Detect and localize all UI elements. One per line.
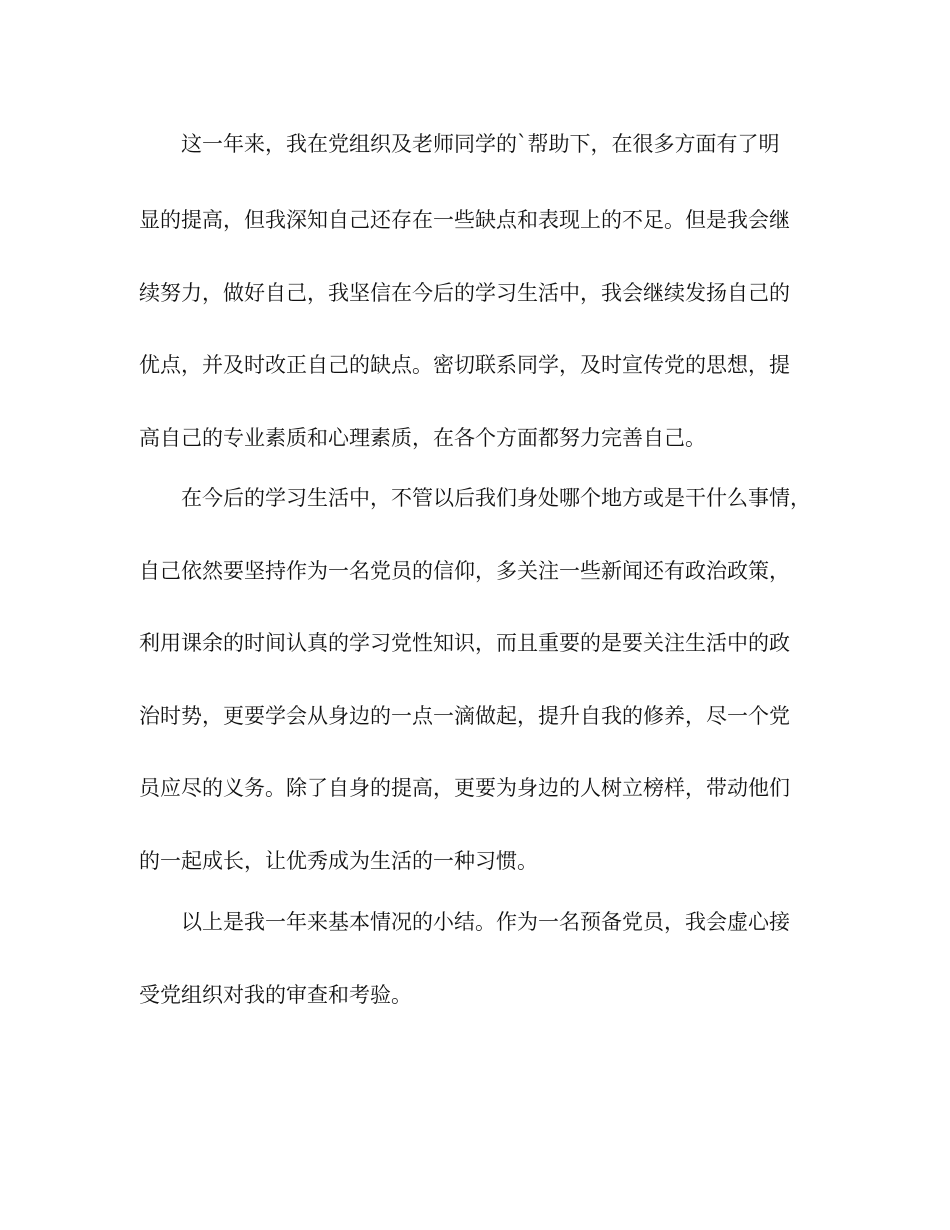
paragraph-1-line-5: 高自己的专业素质和心理素质，在各个方面都努力完善自己。 bbox=[139, 426, 706, 450]
paragraph-2-line-6: 的一起成长，让优秀成为生活的一种习惯。 bbox=[139, 849, 538, 873]
paragraph-3-line-1: 以上是我一年来基本情况的小结。作为一名预备党员，我会虚心接 bbox=[181, 910, 790, 934]
paragraph-2-line-1: 在今后的学习生活中，不管以后我们身处哪个地方或是干什么事情， bbox=[181, 486, 811, 510]
paragraph-2-line-4: 治时势，更要学会从身边的一点一滴做起，提升自我的修养，尽一个党 bbox=[139, 704, 790, 728]
paragraph-2-line-2: 自己依然要坚持作为一名党员的信仰，多关注一些新闻还有政治政策， bbox=[139, 559, 790, 583]
paragraph-2-line-3: 利用课余的时间认真的学习党性知识，而且重要的是要关注生活中的政 bbox=[139, 631, 790, 655]
paragraph-2-line-5: 员应尽的义务。除了自身的提高，更要为身边的人树立榜样，带动他们 bbox=[139, 776, 790, 800]
paragraph-1-line-3: 续努力，做好自己，我坚信在今后的学习生活中，我会继续发扬自己的 bbox=[139, 281, 790, 305]
paragraph-3-line-2: 受党组织对我的审查和考验。 bbox=[139, 983, 412, 1007]
paragraph-1-line-1: 这一年来，我在党组织及老师同学的`帮助下，在很多方面有了明 bbox=[181, 132, 780, 156]
paragraph-1-line-2: 显的提高，但我深知自己还存在一些缺点和表现上的不足。但是我会继 bbox=[139, 208, 790, 232]
paragraph-1-line-4: 优点，并及时改正自己的缺点。密切联系同学，及时宣传党的思想，提 bbox=[139, 353, 790, 377]
